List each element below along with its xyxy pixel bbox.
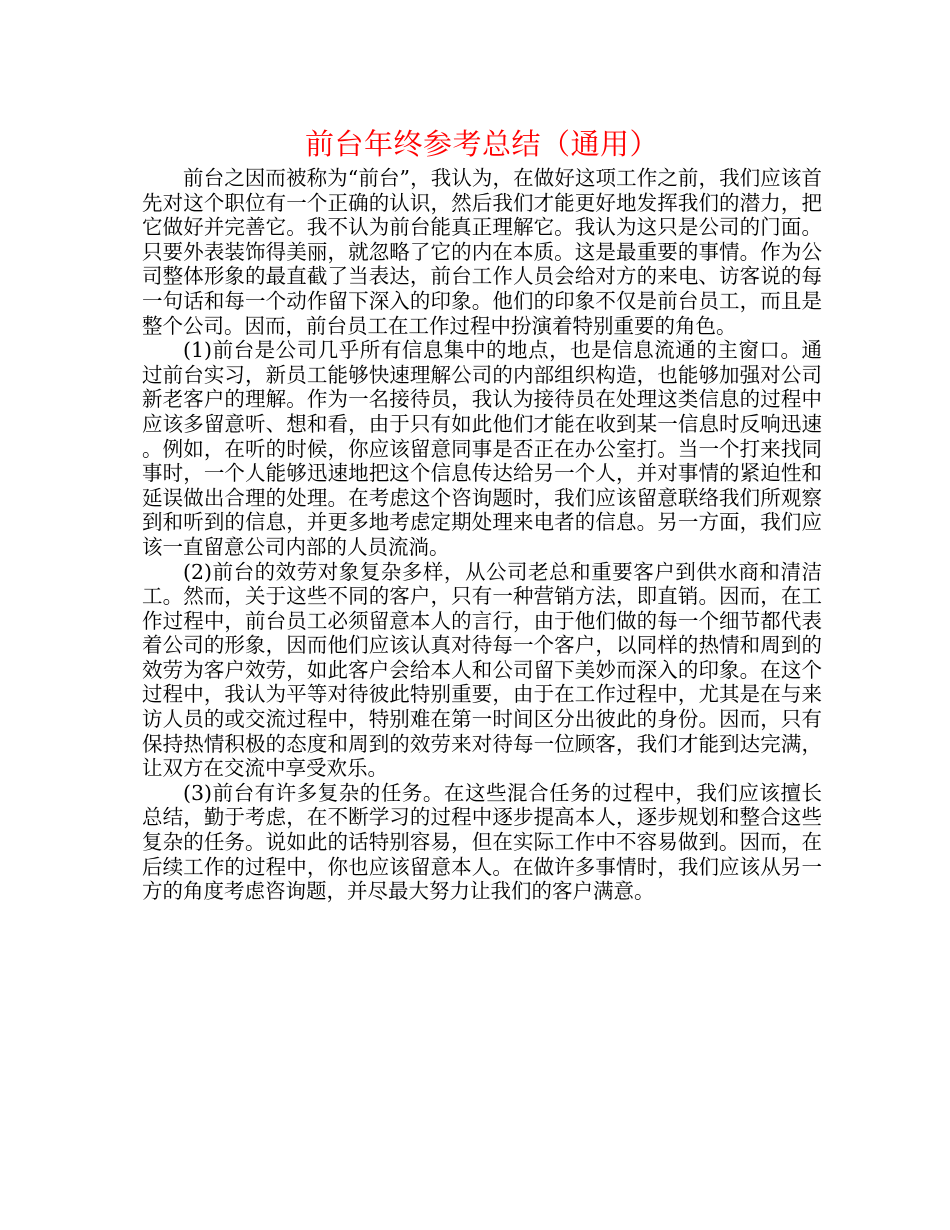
paragraph-point-3: (3)前台有许多复杂的任务。在这些混合任务的过程中，我们应该擅长总结，勤于考虑，在不断学习的过程中逐步提高本人，逐步规划和整合这些复杂的任务。说如此的话特别容易，但在实际工作中不容易做到。因而，在后续工作的过程中，你也应该留意本人。在做许多事情时，我们应该从另一方的角度考虑咨询题，并尽最大努力让我们的客户满意。 (142, 780, 822, 904)
paragraph-intro: 前台之因而被称为“前台”，我认为，在做好这项工作之前，我们应该首先对这个职位有一个正确的认识，然后我们才能更好地发挥我们的潜力，把它做好并完善它。我不认为前台能真正理解它。我认为这只是公司的门面。只要外表装饰得美丽，就忽略了它的内在本质。这是最重要的事情。作为公司整体形象的最直截了当表达，前台工作人员会给对方的来电、访客说的每一句话和每一个动作留下深入的印象。他们的印象不仅是前台员工，而且是整个公司。因而，前台员工在工作过程中扮演着特别重要的角色。 (142, 166, 822, 338)
document-body (142, 122, 822, 904)
paragraph-point-1: (1)前台是公司几乎所有信息集中的地点，也是信息流通的主窗口。通过前台实习，新员工能够快速理解公司的内部组织构造，也能够加强对公司新老客户的理解。作为一名接待员，我认为接待员在处理这类信息的过程中应该多留意听、想和看，由于只有如此他们才能在收到某一信息时反响迅速。例如，在听的时候，你应该留意同事是否正在办公室打。当一个打来找同事时，一个人能够迅速地把这个信息传达给另一个人，并对事情的紧迫性和延误做出合理的处理。在考虑这个咨询题时，我们应该留意联络我们所观察到和听到的信息，并更多地考虑定期处理来电者的信息。另一方面，我们应该一直留意公司内部的人员流淌。 (142, 338, 822, 559)
document-title: 前台年终参考总结（通用） (304, 127, 659, 161)
paragraph-point-2: (2)前台的效劳对象复杂多样，从公司老总和重要客户到供水商和清洁工。然而，关于这些不同的客户，只有一种营销方法，即直销。因而，在工作过程中，前台员工必须留意本人的言行，由于他们做的每一个细节都代表着公司的形象，因而他们应该认真对待每一个客户，以同样的热情和周到的效劳为客户效劳，如此客户会给本人和公司留下美妙而深入的印象。在这个过程中，我认为平等对待彼此特别重要，由于在工作过程中，尤其是在与来访人员的或交流过程中，特别难在第一时间区分出彼此的身份。因而，只有保持热情积极的态度和周到的效劳来对待每一位顾客，我们才能到达完满，让双方在交流中享受欢乐。 (142, 559, 822, 781)
